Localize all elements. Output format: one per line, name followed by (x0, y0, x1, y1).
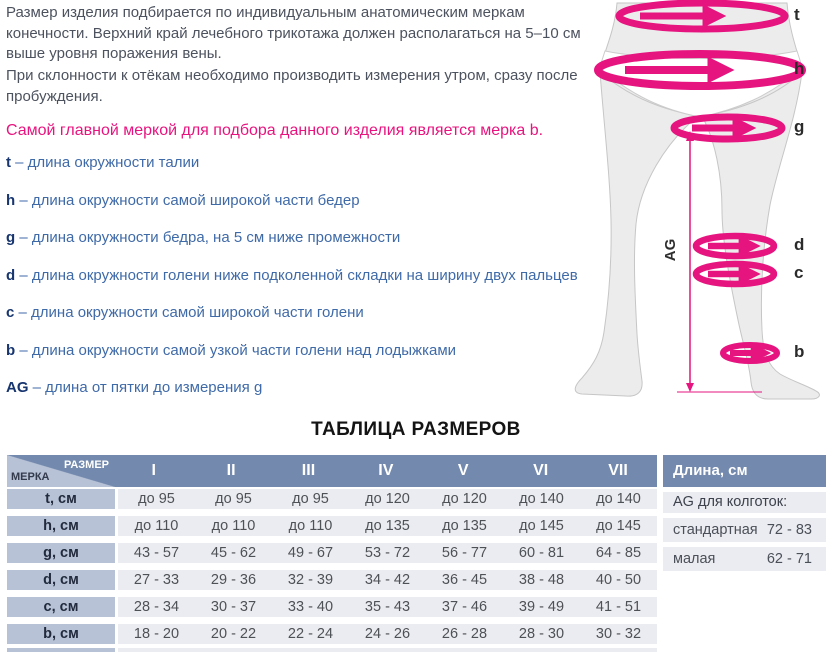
value-cell: 45 - 62 (210, 545, 257, 561)
corner-cell (7, 455, 115, 487)
cutoff-row-label (7, 648, 115, 652)
value-cell: до 120 (442, 491, 487, 507)
row-label: c, см (7, 597, 115, 617)
measurement-description: – длина окружности самой узкой части голени над лодыжками (15, 341, 457, 359)
value-cell: до 110 (134, 518, 179, 534)
value-cell: до 110 (211, 518, 256, 534)
measurement-item (6, 267, 612, 287)
row-label: b, см (7, 624, 115, 644)
value-cell: 20 - 22 (210, 626, 257, 642)
measurement-key: g (6, 229, 16, 246)
value-cell: 30 - 32 (595, 626, 642, 642)
value-cell: 38 - 48 (518, 572, 565, 588)
measurement-description: – длина окружности самой широкой части бедер (15, 191, 360, 209)
diagram-label-g: g (794, 117, 805, 136)
length-row (663, 518, 826, 542)
diagram-label-t: t (794, 5, 800, 24)
column-header: VI (533, 462, 549, 479)
measurement-item (6, 192, 612, 212)
table-row (7, 543, 657, 563)
value-cell: до 95 (215, 491, 252, 507)
row-label: h, см (7, 516, 115, 536)
value-cell: до 95 (138, 491, 175, 507)
length-row-label: стандартная (673, 522, 758, 538)
value-cell: 32 - 39 (287, 572, 334, 588)
measurement-item (6, 304, 612, 324)
measurement-item (6, 154, 612, 174)
row-values (118, 543, 657, 563)
row-label: d, см (7, 570, 115, 590)
length-panel-header: Длина, см (663, 455, 826, 487)
table-row (7, 570, 657, 590)
value-cell: до 145 (519, 518, 564, 534)
row-label: g, см (7, 543, 115, 563)
value-cell: 35 - 43 (364, 599, 411, 615)
value-cell: 34 - 42 (364, 572, 411, 588)
diagram-label-b: b (794, 342, 805, 361)
value-cell: 24 - 26 (364, 626, 411, 642)
ag-label: AG (662, 238, 679, 262)
table-row (7, 516, 657, 536)
column-header: VII (608, 462, 628, 479)
value-cell: 37 - 46 (441, 599, 488, 615)
value-cell: 29 - 36 (210, 572, 257, 588)
measurement-item (6, 379, 612, 399)
length-panel-subtitle: AG для колготок: (663, 492, 826, 513)
value-cell: 40 - 50 (595, 572, 642, 588)
row-values (118, 516, 657, 536)
length-row-value: 72 - 83 (766, 522, 812, 538)
measurement-description: – длина от пятки до измерения g (28, 379, 263, 396)
measurement-key: d (6, 266, 16, 284)
corner-merka-label: МЕРКА (11, 471, 50, 483)
value-cell: 27 - 33 (133, 572, 180, 588)
diagram-label-h: h (794, 59, 805, 78)
measurement-key: b (6, 341, 16, 359)
measurement-item (6, 229, 612, 249)
value-cell: 41 - 51 (595, 599, 642, 615)
measurement-key: c (6, 304, 15, 321)
value-cell: до 135 (365, 518, 410, 534)
value-cell: 64 - 85 (595, 545, 642, 561)
value-cell: до 120 (365, 491, 410, 507)
value-cell: до 145 (596, 518, 641, 534)
size-table-header (7, 455, 657, 487)
row-values (118, 570, 657, 590)
row-label: t, см (7, 489, 115, 509)
value-cell: 22 - 24 (287, 626, 334, 642)
column-header: V (457, 462, 469, 479)
corner-size-label: РАЗМЕР (63, 459, 109, 471)
highlight-note: Самой главной меркой для подбора данного изделия является мерка b. (6, 122, 544, 139)
column-header: IV (378, 462, 394, 479)
value-cell: до 140 (519, 491, 564, 507)
length-panel-rows (663, 518, 826, 571)
intro-paragraph-2: При склонности к отёкам необходимо производить измерения утром, сразу после пробуждения. (6, 67, 578, 105)
row-values (118, 624, 657, 644)
measurement-description: – длина окружности голени ниже подколенной складки на ширину двух пальцев (15, 266, 578, 284)
column-header: I (151, 462, 156, 479)
value-cell: 39 - 49 (518, 599, 565, 615)
table-row (7, 624, 657, 644)
length-row-value: 62 - 71 (766, 551, 812, 567)
body-illustration (570, 0, 832, 420)
value-cell: 53 - 72 (364, 545, 411, 561)
value-cell: 33 - 40 (287, 599, 334, 615)
column-header-row (115, 455, 657, 487)
value-cell: 18 - 20 (133, 626, 180, 642)
value-cell: 49 - 67 (287, 545, 334, 561)
row-values (118, 597, 657, 617)
size-table-body (7, 489, 657, 651)
cutoff-row-band (118, 648, 657, 652)
value-cell: 43 - 57 (133, 545, 180, 561)
column-header: II (226, 462, 236, 479)
measure-ring-b (723, 345, 777, 361)
measurement-description: – длина окружности самой широкой части голени (14, 304, 364, 321)
value-cell: 60 - 81 (518, 545, 565, 561)
value-cell: 36 - 45 (441, 572, 488, 588)
value-cell: до 135 (442, 518, 487, 534)
measurement-key: h (6, 191, 16, 209)
measurement-list (6, 154, 612, 417)
value-cell: до 95 (292, 491, 329, 507)
diagram-label-c: c (794, 263, 804, 282)
column-header: III (301, 462, 316, 479)
table-row (7, 597, 657, 617)
value-cell: 28 - 34 (133, 599, 180, 615)
value-cell: 30 - 37 (210, 599, 257, 615)
intro-paragraph-1: Размер изделия подбирается по индивидуальным анатомическим меркам конечности. Верхний край лечебного трикотажа должен располагаться на 5–10 см выше уровня поражения вены. (6, 4, 581, 62)
table-row (7, 489, 657, 509)
value-cell: 28 - 30 (518, 626, 565, 642)
measurement-description: – длина окружности бедра, на 5 см ниже промежности (15, 229, 401, 246)
measurement-key: AG (6, 379, 29, 396)
body-diagram (570, 0, 832, 420)
value-cell: 56 - 77 (441, 545, 488, 561)
length-row (663, 547, 826, 571)
value-cell: 26 - 28 (441, 626, 488, 642)
row-values (118, 489, 657, 509)
diagram-label-d: d (794, 235, 805, 254)
measurement-key: t (6, 154, 11, 171)
length-row-label: малая (673, 551, 716, 567)
measurement-description: – длина окружности талии (11, 154, 200, 171)
size-table-title: ТАБЛИЦА РАЗМЕРОВ (311, 419, 521, 440)
value-cell: до 110 (288, 518, 333, 534)
length-panel (663, 455, 826, 571)
measurement-item (6, 342, 612, 362)
value-cell: до 140 (596, 491, 641, 507)
